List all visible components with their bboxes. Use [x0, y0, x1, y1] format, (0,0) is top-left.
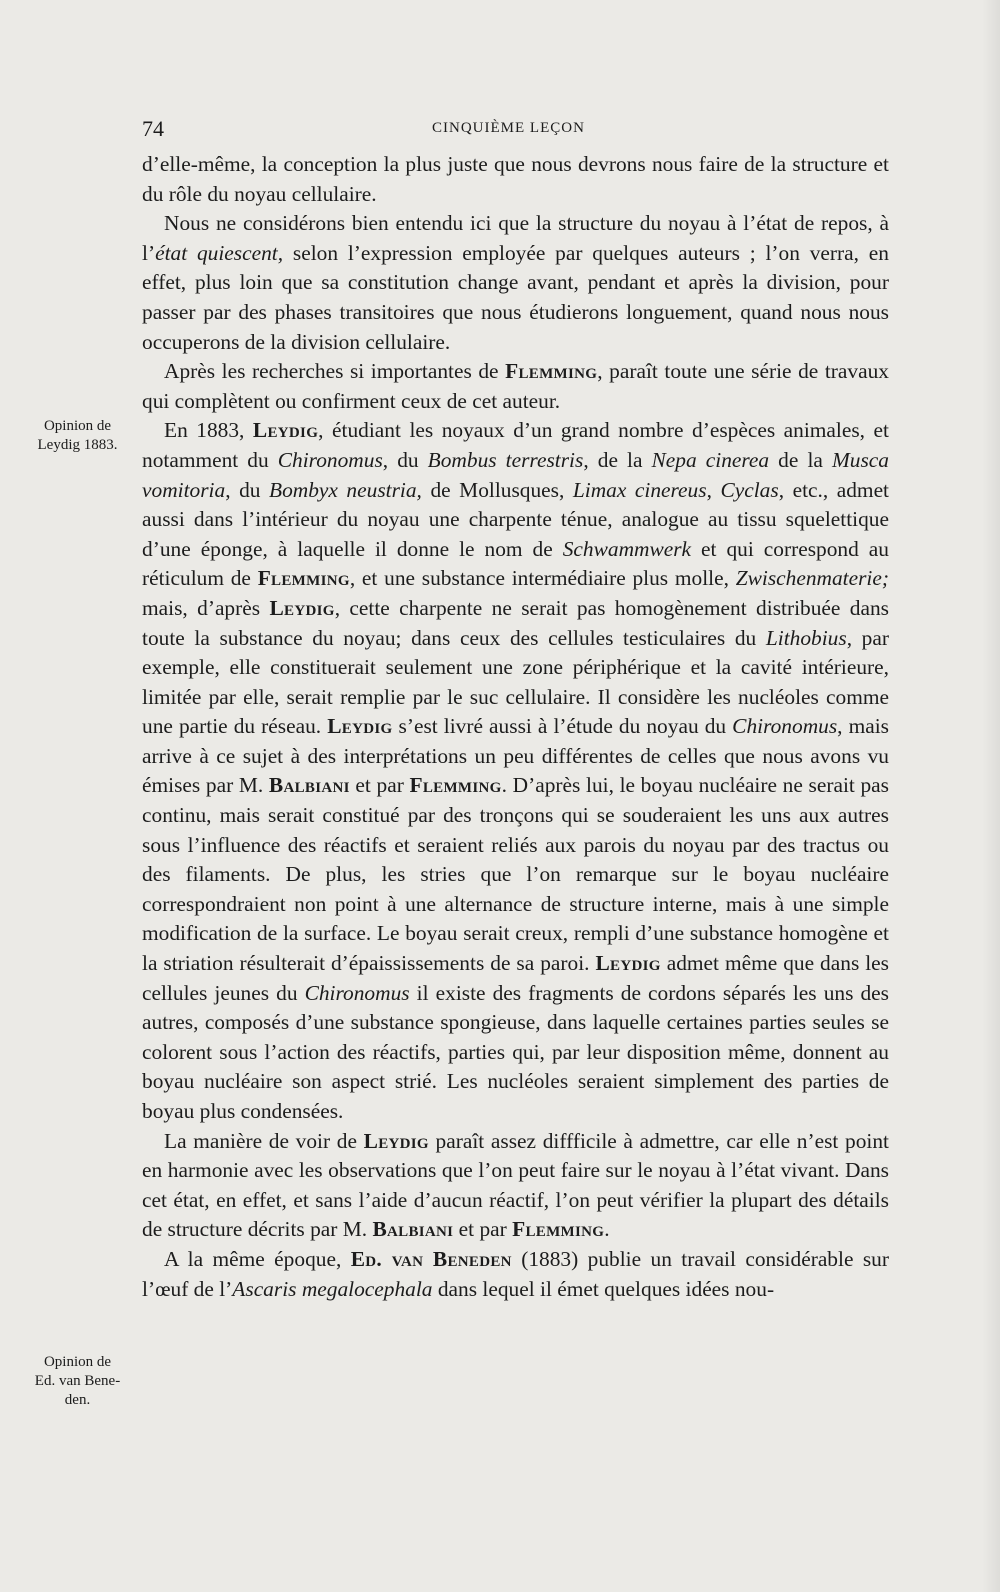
author-name: Leydig — [327, 714, 393, 739]
italic-term: Limax cinereus — [572, 477, 707, 502]
text-run: , par exemple, elle constituerait seulement une zone périphérique et la cavité intérieure, limitée par elle, serait remplie par le suc cellulaire. Il considère les nucléoles comme une partie du réseau. — [142, 625, 889, 739]
paragraph-1 — [142, 150, 889, 209]
author-name: Flemming — [512, 1217, 605, 1242]
italic-term: Bombus terrestris — [427, 447, 584, 472]
text-run: , et une substance intermédiaire plus molle, — [349, 566, 736, 591]
margin-note-line: den. — [64, 1392, 91, 1408]
page-number: 74 — [142, 116, 164, 141]
author-name: Leydig — [252, 418, 319, 443]
text-run: admet même que dans les cellules jeunes du — [142, 951, 890, 1005]
text-run: s’est livré aussi à l’étude du noyau du — [392, 714, 733, 739]
running-head — [142, 116, 882, 146]
margin-note-line: Opinion de — [43, 1354, 112, 1370]
paragraph-4 — [142, 416, 889, 1126]
author-name: Balbiani — [372, 1217, 454, 1242]
italic-term: Lithobius — [765, 625, 847, 650]
author-name: Flemming — [257, 566, 350, 591]
italic-term: Ascaris megalocephala — [232, 1276, 433, 1301]
text-run: et par — [453, 1217, 513, 1242]
text-run: et qui correspond au réticulum de — [142, 536, 889, 591]
text-run: de la — [769, 447, 832, 472]
italic-term: Nepa cinerea — [651, 447, 770, 472]
page-edge-shadow — [982, 0, 1000, 1592]
text-run: La manière de voir de — [164, 1128, 364, 1153]
text-run: , du — [382, 447, 428, 472]
author-name: Leydig — [269, 595, 335, 620]
italic-term: Chironomus — [277, 447, 383, 472]
text-run: , cette charpente ne serait pas homogènement distribuée dans toute la substance du noyau; dans ceux des cellules testiculaires du — [142, 595, 889, 650]
text-run: mais, d’après — [142, 595, 270, 620]
author-name: Flemming — [409, 773, 502, 798]
text-run: , de la — [583, 447, 652, 472]
italic-term: Cyclas — [720, 477, 779, 502]
text-run: . D’après lui, le boyau nucléaire ne serait pas continu, mais serait constitué par des tronçons qui se souderaient les uns aux autres sous l’influence des réactifs et seraient reliés aux parois du noyau par des tractus ou des filaments. De plus, les stries que l’on remarque sur le boyau nucléaire correspondraient non point à une alternance de structure interne, mais à une simple modification de la surface. Le boyau serait creux, rempli d’une substance homogène et la striation résulterait d’épaississements de sa paroi. — [142, 773, 889, 976]
italic-term: Zwischenmaterie; — [735, 566, 889, 591]
text-run: A la même époque, — [164, 1246, 351, 1271]
author-name: Ed. van Beneden — [350, 1246, 512, 1271]
margin-note-line: Opinion de — [43, 418, 112, 434]
author-name: Flemming — [505, 359, 598, 384]
running-title: CINQUIÈME LEÇON — [432, 120, 585, 136]
text-run: , — [706, 477, 721, 502]
italic-term: Bombyx neustria, — [269, 477, 422, 502]
italic-term: Chironomus — [732, 714, 838, 739]
text-run: dans lequel il émet quelques idées nou- — [432, 1276, 775, 1301]
body-text — [142, 150, 889, 1304]
text-run: , paraît toute une série de travaux qui complètent ou confirment ceux de cet auteur. — [142, 359, 889, 413]
author-name: Balbiani — [268, 773, 350, 798]
paragraph-5 — [142, 1127, 889, 1245]
text-run: selon l’expression employée par quelques auteurs ; l’on verra, en effet, plus loin que sa constitution change avant, pendant et après la division, pour passer par des phases transitoires que nous étudierons longuement, quand nous nous occuperons de la division cellulaire. — [142, 240, 889, 354]
text-run: il existe des fragments de cordons séparés les uns des autres, composés d’une substance spongieuse, dans laquelle certaines parties seules se colorent sous l’action des réactifs, parties qui, par leur disposition même, donnent au boyau nucléaire son aspect strié. Les nucléoles seraient simplement des parties de boyau plus condensées. — [142, 980, 889, 1123]
paragraph-3 — [142, 357, 889, 416]
author-name: Leydig — [595, 951, 661, 976]
text-run: et par — [349, 773, 410, 798]
italic-term: Chironomus — [304, 980, 410, 1005]
margin-note-line: Leydig 1883. — [37, 437, 118, 453]
paragraph-6 — [142, 1245, 889, 1304]
margin-note-van-beneden — [20, 1353, 135, 1410]
paragraph-2 — [142, 209, 889, 357]
text-run: . — [604, 1217, 610, 1242]
text-run: de Mollusques, — [421, 477, 573, 502]
text-run: Nous ne considérons bien entendu ici que la structure du noyau à l’état de repos, à l’ — [142, 211, 889, 265]
author-name: Leydig — [363, 1128, 429, 1153]
margin-note-line: Ed. van Bene- — [34, 1373, 121, 1389]
text-run: , du — [225, 477, 269, 502]
italic-term: Musca vomitoria — [142, 447, 889, 502]
margin-note-leydig — [20, 417, 135, 455]
text-run: , mais arrive à ce sujet à des interprétations un peu différentes de celles que nous avons vu émises par M. — [142, 714, 889, 798]
text-run: , etc., admet aussi dans l’intérieur du noyau une charpente ténue, analogue au tissu squelettique d’une éponge, à laquelle il donne le nom de — [142, 477, 890, 561]
italic-term: Schwammwerk — [562, 536, 692, 561]
text-run: , étudiant les noyaux d’un grand nombre d’espèces animales, et notamment du — [142, 418, 889, 472]
text-run: d’elle-même, la conception la plus juste que nous devrons nous faire de la structure et du rôle du noyau cellulaire. — [142, 152, 889, 206]
text-run: paraît assez diffficile à admettre, car elle n’est point en harmonie avec les observations que l’on peut faire sur le noyau à l’état vivant. Dans cet état, en effet, et sans l’aide d’aucun réactif, l’on peut vérifier la plupart des détails de structure décrits par M. — [142, 1128, 889, 1242]
text-run: (1883) publie un travail considérable sur l’œuf de l’ — [142, 1246, 889, 1301]
text-run: En 1883, — [164, 418, 253, 443]
italic-term: état quiescent, — [155, 240, 284, 265]
text-run: Après les recherches si importantes de — [164, 359, 506, 384]
